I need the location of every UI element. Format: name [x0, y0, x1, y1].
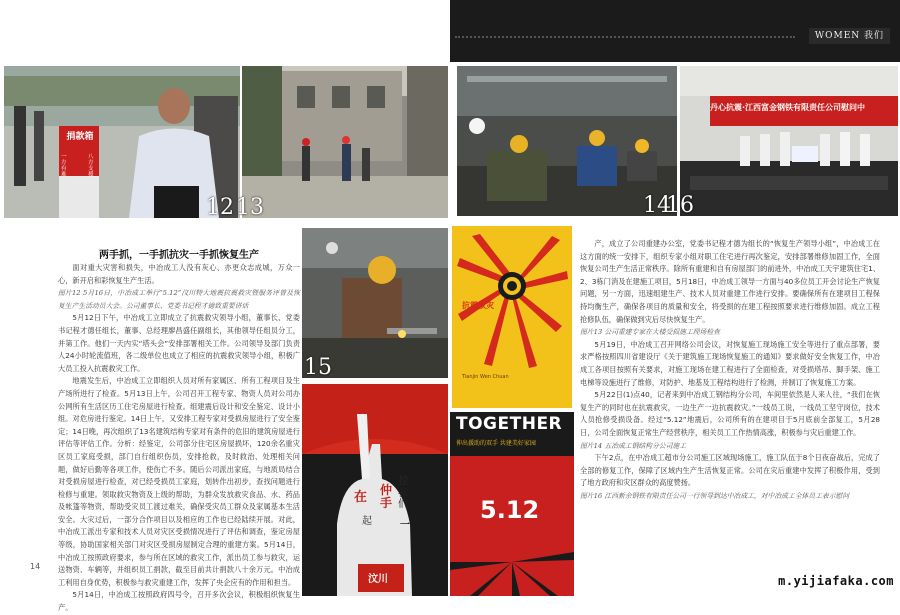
poster-hands-vertical-image — [302, 384, 448, 596]
poster-b-title: TOGETHER — [456, 414, 563, 434]
poster-together — [450, 412, 574, 596]
photo-12-image — [4, 66, 240, 218]
photo-13-image — [242, 66, 448, 218]
article-paragraph-3: 5月14日，中冶成工按照政府四号令，召开多次会议，积极组织恢复生产。 — [58, 590, 300, 613]
article-lead: 面对重大灾害和损失，中冶成工人没有灰心、亦更众志成城，万众一心，新开启和彩恢复生产生活。 — [58, 263, 300, 285]
article-paragraph-2: 地震发生后，中冶成工立即组织人员对所有家属区、所有工程项目及生产场所进行了检查。5月13日上午，公司召开工程专家、物资人员对公司办公网所有生活区历工住宅房屋进行检查。组建震后设计和安全鉴定、设计小组。对危房进行鉴定。14日上午，又安排工程专家对受损房屋进行了安全鉴定；14日晚，再次组织了13名建筑结构专家对有条件的危旧的建筑房屋进行评估等评估工作。分析：经鉴定，公司部分住宅区房屋损坏，120余名重灾区员工家庭受损，部门自行组织伤员，安排抢救，及时救治、处理相关问题，做好后勤等各项工作，使伤亡不多。随后公司派出家庭，与地质局结合对受损房屋进行检查，对已经受损员工家庭，划转作出初步，查找问题进行检修与重建。领取救灾物资及上级的帮助，为群众发放救灾食品、水、药品及帐篷等物资，帮助受灾员工渡过难关，确保受灾员工群众及家属基本生活安全。大灾过后，一部分合作项目以及相应的工作也已经陆续开展。对此，中冶成工派出专家和技术人员对灾区受损情况进行了评估和调查，鉴定房屋等级，协助国家相关部门对灾区受损房屋制定合理的重建方案。5月14日，中冶成工按照政府要求，参与所在区域的救灾工作，派出员工参与救灾，运送物资、车辆等，并组织员工捐款，截至目前共计捐款八十余万元。中冶成工利用自身优势，积极参与救灾重建工作，发挥了央企应有的作用和担当。 — [58, 376, 300, 587]
right-paragraph-2: 5月19日，中冶成工召开网络公司会议，对恢复施工现场施工安全等进行了重点部署，要求严格按照四川省建设厅《关于建筑施工现场恢复施工的通知》要求做好安全恢复工作，中冶成工各项目按照有关要求，对施工现场在建工程进行了全面检查，对受损塔吊、脚手架、施工电梯等设施进行了维修，对防护、地基及工程结构进行了检测，并制订了恢复施工方案。 — [580, 339, 880, 387]
photo-14 — [457, 66, 677, 216]
poster-yellow-hands-image — [452, 226, 572, 408]
photo-13-caption: 图片13 公司重建专家在大楼受损施工现场检查 — [580, 328, 720, 337]
right-paragraph-1: 产，成立了公司重建办公室，党委书记程才德为组长的“恢复生产领导小组”，中冶成工在这方面的统一安排下，组织专家小组对职工住宅进行再次鉴定，安排部署维修加固工作，全面恢复公司生产生活正常秩序。除所有重建和自有房屋部门的前进外，中冶成工天宇建筑住宅1、2、3栋门消及在建施工项目，5月18日，中冶成工领导一方面与40多位员工开会讨论生产恢复问题，另一方面，迅速组建生产、技术人员对重建工作进行安排。要确保所有在建项目工程保持均衡生产，确保各项目的质量和安全，将受损的在建工程按照要求进行维修加固。成立工程抢修队伍，确保做到灾后尽快恢复生产。 — [580, 239, 880, 324]
header-rule — [455, 36, 795, 38]
poster-yellow-hands — [452, 226, 572, 408]
section-tag: WOMEN 我们 — [809, 28, 890, 44]
right-paragraph-3: 5月22日(1)点40，记者来到中冶成工钢结构分公司，车间里依然是人来人往，“我们在恢复生产的同时也在抗震救灾，一边生产一边抗震救灾。”一线员工说，一线员工坚守岗位，技术人员抢修受损设备。经过“5.12”地震后，公司所有的在建项目于5月底前全部复工，5月28日，公司全面恢复正常生产经营秩序，相关员工工作热情高涨，积极参与灾后重建工作。 — [580, 390, 880, 437]
photo-16-caption: 图片16 江西新余钢铁有限责任公司一行领导到达中冶成工，对中冶成工全体员工表示慰问 — [580, 491, 850, 500]
article-column-right — [580, 238, 880, 560]
poster-c-place: 汶川 — [368, 574, 388, 585]
poster-c-text-4: 我们 — [398, 488, 408, 510]
article-title: 两手抓，一手抓抗灾一手抓恢复生产 — [99, 250, 259, 261]
poster-c-text-3: 拉 — [398, 474, 409, 487]
poster-c-text-2: 仲手 — [380, 483, 393, 510]
photo-12 — [4, 66, 240, 218]
photo-16-number: 16 — [666, 193, 694, 218]
photo-14-number: 14 — [643, 193, 671, 218]
poster-b-subtitle: 伸出援助的双手 共建美好家园 — [456, 440, 536, 447]
donation-box-right-strip: 八方支援 — [88, 154, 94, 178]
article-column-left — [58, 262, 300, 613]
right-paragraph-4: 下午2点，在中冶成工超市分公司施工区域现场施工，施工队伍于8个日夜奋战后，完成了全部的修复工作，保障了区域内生产生活恢复正常。公司在灾后重建中发挥了积极作用，受到了地方政府和灾区群众的高度赞扬。 — [580, 453, 880, 488]
photo-13-number: 13 — [236, 195, 264, 220]
photo-15-number: 15 — [304, 355, 332, 380]
photo-16 — [666, 66, 898, 218]
photo-16-image — [680, 66, 898, 216]
photo-12-number: 12 — [206, 195, 234, 220]
poster-c-text-6: 起 — [362, 516, 372, 527]
donation-box-label: 捐款箱 — [66, 132, 94, 142]
poster-hands-vertical — [302, 384, 448, 596]
photo-15 — [302, 228, 448, 378]
site-watermark: m.yijiafaka.com — [778, 574, 894, 588]
photo-12-caption: 图片12 5月16日，中冶成工举行“5.12”汶川特大地震抗震救灾暨服务评曾及恢复生产生活动员大会。公司董事长、党委书记程才德致重要讲话 — [58, 289, 300, 310]
donation-box-left-strip: 一方有难 — [61, 154, 67, 178]
meeting-banner-text: 丹心抗震·江西富金钢铁有限责任公司慰问中 — [710, 103, 866, 112]
poster-c-text-1: 在 — [354, 490, 368, 505]
photo-13 — [236, 66, 448, 220]
article-paragraph-1: 5月12日下午，中冶成工立即成立了抗震救灾领导小组，董事长、党委书记程才德任组长，董事、总经理廖昌盛任副组长，其他领导任组员分工，并第工作。他们一天内实“塔头会”安排部署相关工作。公司领导及部门负责人24小时轮流值班，各二级单位也成立了相应的抗震救灾领导小组，积极广大员工投入抗震救灾工作。 — [58, 313, 300, 373]
photo-14-caption: 图片14 五冶成工钢结构分公司施工 — [580, 441, 686, 450]
poster-a-title: 抗震救灾 — [462, 301, 494, 310]
poster-c-text-5: 一 — [400, 520, 410, 531]
poster-b-date: 5.12 — [480, 496, 540, 524]
page-number: 14 — [30, 562, 41, 571]
poster-a-subtitle: Tianjin Wen Chuan — [462, 374, 509, 380]
